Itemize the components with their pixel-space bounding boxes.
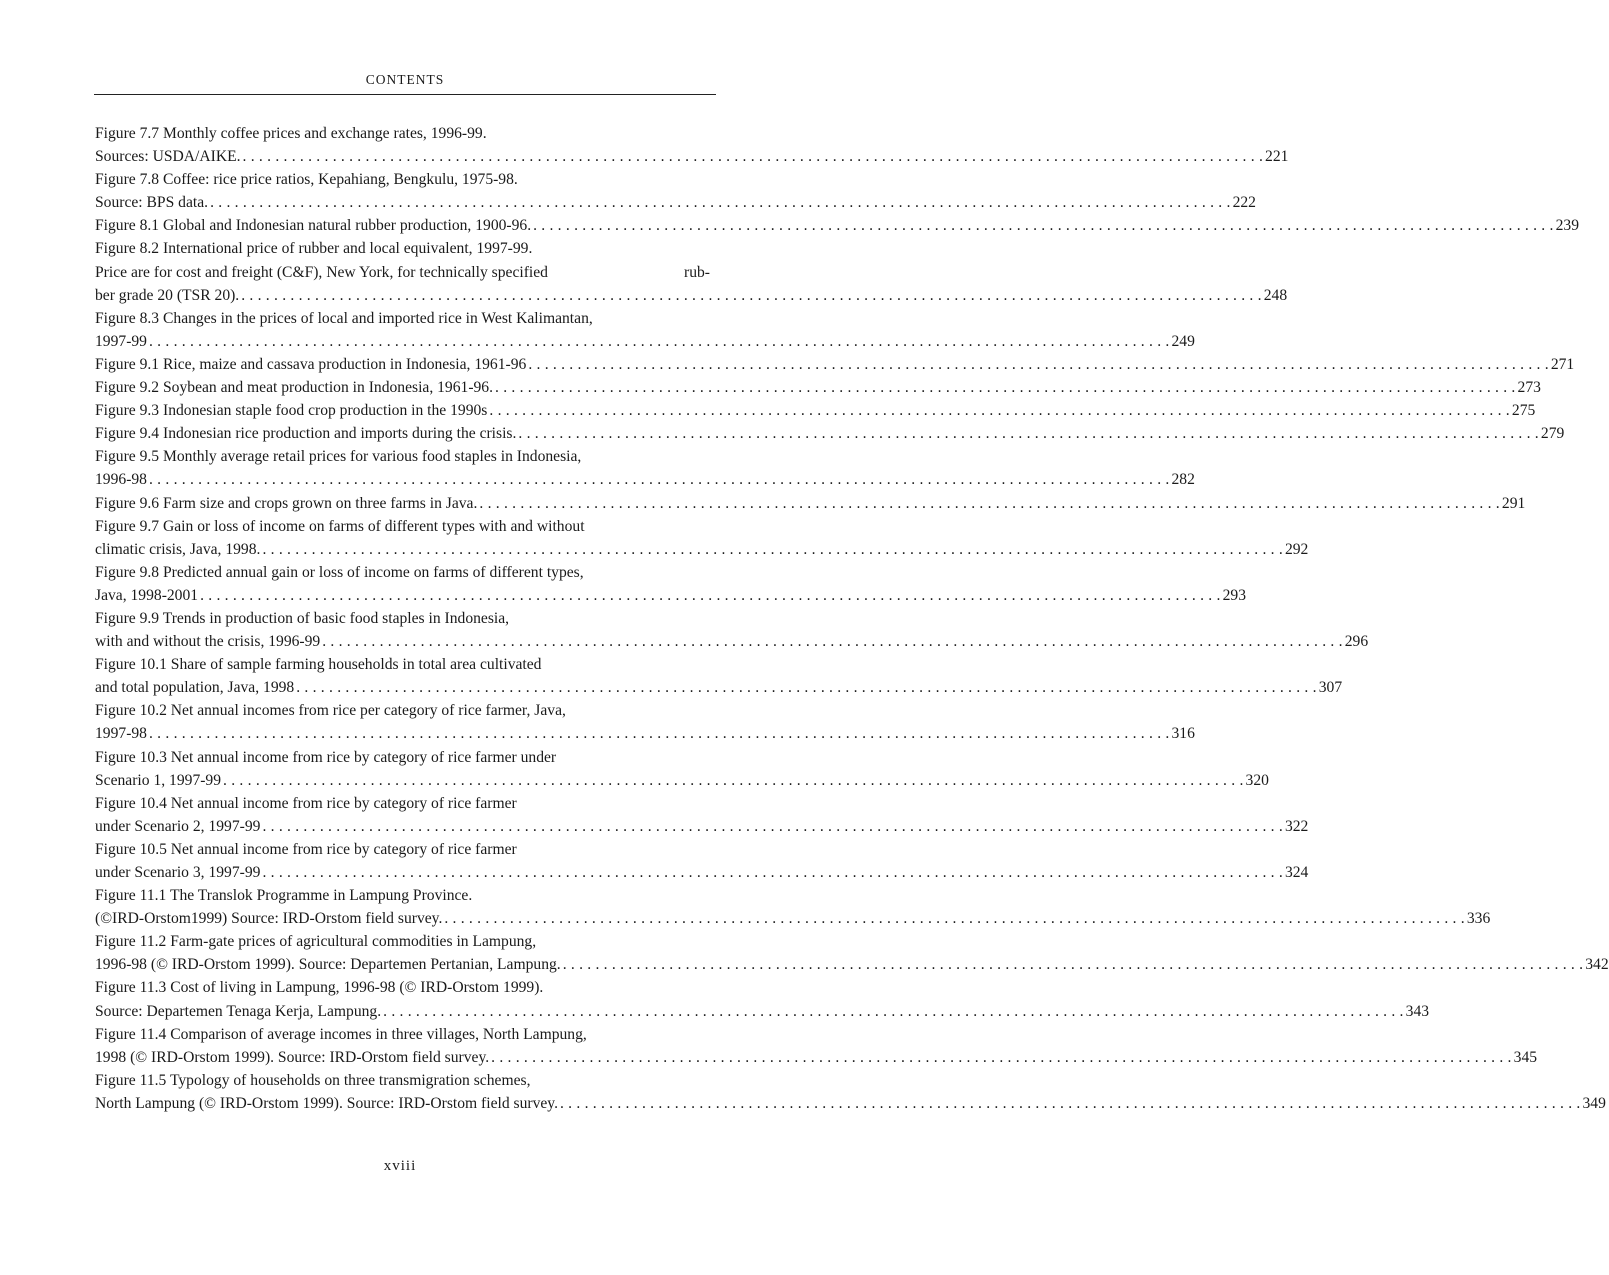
page-ref[interactable]: 292: [1284, 540, 1309, 558]
dot-leader: [262, 861, 1283, 884]
entry-hyphen-fragment: rub-: [684, 263, 710, 281]
entry-leader-line: [95, 191, 1256, 214]
dot-leader: [518, 422, 1539, 445]
entry-text: ber grade 20 (TSR 20).: [95, 286, 240, 304]
entry-text: 1997-98: [95, 725, 147, 743]
entry-leader-line: [95, 907, 1491, 930]
entry-justified-line: [95, 261, 710, 284]
entry-title-line: Figure 11.2 Farm-gate prices of agricultural commodities in Lampung,: [95, 933, 537, 951]
toc-entry[interactable]: [95, 699, 1195, 745]
entry-leader-line: [95, 815, 1309, 838]
entry-leader-line: [95, 468, 1195, 491]
entry-text: under Scenario 3, 1997-99: [95, 864, 261, 881]
entry-text: (©IRD-Orstom1999) Source: IRD-Orstom field survey.: [95, 910, 443, 928]
entry-title-line: Figure 8.2 International price of rubber and local equivalent, 1997-99.: [95, 240, 533, 258]
dot-leader: [495, 376, 1516, 399]
dot-leader: [322, 630, 1343, 653]
entry-leader-line: [95, 376, 1541, 399]
page-ref[interactable]: 275: [1511, 402, 1536, 420]
entry-text: Source: Departemen Tenaga Kerja, Lampung.: [95, 1002, 382, 1020]
toc-entry[interactable]: [95, 607, 1369, 653]
page-ref[interactable]: 271: [1550, 355, 1575, 373]
toc-entry[interactable]: [95, 746, 1269, 792]
page-ref[interactable]: 221: [1265, 148, 1289, 166]
entry-text: Sources: USDA/AIKE.: [95, 148, 241, 166]
entry-leader-line: [95, 1046, 1538, 1069]
entry-text: 1998 (© IRD-Orstom 1999). Source: IRD-Orstom field survey.: [95, 1048, 490, 1066]
dot-leader: [262, 815, 1283, 838]
entry-text: climatic crisis, Java, 1998.: [95, 540, 261, 558]
entry-leader-line: [95, 953, 1609, 976]
dot-leader: [563, 953, 1584, 976]
dot-leader: [479, 492, 1500, 515]
page-ref[interactable]: 273: [1517, 379, 1541, 397]
page-ref[interactable]: 336: [1466, 910, 1491, 928]
page-ref[interactable]: 291: [1501, 494, 1526, 512]
entry-leader-line: [95, 630, 1369, 653]
entry-leader-line: [95, 676, 1343, 699]
entry-leader-line: [95, 538, 1309, 561]
running-head: CONTENTS: [365, 72, 445, 87]
page-ref[interactable]: 293: [1222, 586, 1246, 604]
entry-text: North Lampung (© IRD-Orstom 1999). Source: IRD-Orstom field survey.: [95, 1094, 558, 1112]
dot-leader: [200, 584, 1221, 607]
page-ref[interactable]: 324: [1284, 864, 1309, 881]
page-ref[interactable]: 320: [1245, 771, 1269, 789]
entry-title-line: Figure 10.4 Net annual income from rice by category of rice farmer: [95, 794, 517, 812]
entry-text: Source: BPS data.: [95, 194, 209, 212]
page-number: xviii: [383, 1158, 417, 1174]
entry-text: Figure 8.1 Global and Indonesian natural rubber production, 1900-96.: [95, 217, 532, 235]
entry-leader-line: [95, 145, 1289, 168]
entry-text: Figure 9.3 Indonesian staple food crop production in the 1990s: [95, 402, 488, 420]
entry-title-line: Figure 8.3 Changes in the prices of local and imported rice in West Kalimantan,: [95, 309, 593, 327]
entry-line-text: Price are for cost and freight (C&F), New York, for technically specified: [95, 263, 548, 281]
toc-entry[interactable]: [95, 792, 1309, 838]
entry-text: Scenario 1, 1997-99: [95, 771, 222, 789]
entry-text: with and without the crisis, 1996-99: [95, 633, 321, 651]
toc-entry[interactable]: [95, 214, 1579, 237]
entry-title-line: Figure 11.5 Typology of households on three transmigration schemes,: [95, 1071, 531, 1089]
entry-leader-line: [95, 399, 1536, 422]
entry-text: Figure 9.2 Soybean and meat production in Indonesia, 1961-96.: [95, 379, 493, 397]
entry-text: Figure 9.4 Indonesian rice production and imports during the crisis.: [95, 425, 517, 443]
toc-entry[interactable]: [95, 122, 1289, 168]
toc-entry[interactable]: [95, 561, 1246, 607]
entry-text: Figure 9.6 Farm size and crops grown on three farms in Java.: [95, 494, 478, 512]
dot-leader: [533, 214, 1554, 237]
toc-entry[interactable]: [95, 653, 1343, 699]
dot-leader: [149, 722, 1170, 745]
toc-entry[interactable]: [95, 445, 1195, 491]
toc-entry[interactable]: [95, 399, 1536, 422]
list-of-figures: [95, 122, 1609, 1115]
page-ref[interactable]: 316: [1171, 725, 1195, 743]
page-ref[interactable]: 296: [1344, 633, 1369, 651]
toc-entry[interactable]: [95, 353, 1575, 376]
entry-title-line: Figure 11.1 The Translok Programme in Lampung Province.: [95, 887, 473, 905]
toc-entry[interactable]: [95, 515, 1309, 561]
toc-entry[interactable]: [95, 838, 1309, 884]
entry-leader-line: [95, 722, 1195, 745]
page-ref[interactable]: 342: [1585, 956, 1609, 974]
toc-entry[interactable]: [95, 492, 1526, 515]
toc-entry[interactable]: [95, 237, 1288, 306]
dot-leader: [528, 353, 1549, 376]
page-ref[interactable]: 248: [1263, 286, 1288, 304]
entry-text: under Scenario 2, 1997-99: [95, 817, 261, 835]
toc-entry[interactable]: [95, 376, 1541, 399]
toc-entry[interactable]: [95, 1069, 1606, 1115]
entry-text: and total population, Java, 1998: [95, 679, 295, 697]
dot-leader: [241, 284, 1262, 307]
entry-text: Figure 9.1 Rice, maize and cassava production in Indonesia, 1961-96: [95, 355, 527, 373]
page-ref[interactable]: 279: [1540, 425, 1565, 443]
entry-leader-line: [95, 861, 1309, 884]
page-ref[interactable]: 282: [1171, 471, 1195, 489]
entry-leader-line: [95, 769, 1269, 792]
dot-leader: [243, 145, 1264, 168]
toc-entry[interactable]: [95, 930, 1609, 976]
dot-leader: [210, 191, 1231, 214]
entry-text: 1996-98: [95, 471, 147, 489]
page-ref[interactable]: 345: [1513, 1048, 1538, 1066]
dot-leader: [262, 538, 1283, 561]
toc-entry[interactable]: [95, 976, 1430, 1022]
entry-title-line: Figure 7.7 Monthly coffee prices and exchange rates, 1996-99.: [95, 125, 487, 142]
entry-title-line: Figure 9.5 Monthly average retail prices for various food staples in Indonesia,: [95, 448, 582, 466]
entry-text: 1997-99: [95, 332, 147, 350]
entry-leader-line: [95, 1000, 1430, 1023]
entry-leader-line: [95, 214, 1579, 237]
page-ref[interactable]: 343: [1405, 1002, 1430, 1020]
entry-leader-line: [95, 422, 1565, 445]
entry-text: Java, 1998-2001: [95, 586, 199, 604]
page-ref[interactable]: 322: [1284, 817, 1309, 835]
dot-leader: [489, 399, 1510, 422]
dot-leader: [149, 330, 1170, 353]
dot-leader: [560, 1092, 1581, 1115]
entry-title-line: Figure 7.8 Coffee: rice price ratios, Kepahiang, Bengkulu, 1975-98.: [95, 171, 518, 189]
toc-entry[interactable]: [95, 307, 1195, 353]
toc-entry[interactable]: [95, 884, 1491, 930]
dot-leader: [491, 1046, 1512, 1069]
entry-title-line: Figure 9.8 Predicted annual gain or loss of income on farms of different types,: [95, 563, 584, 581]
toc-entry[interactable]: [95, 1023, 1538, 1069]
toc-entry[interactable]: [95, 422, 1565, 445]
entry-title-line: Figure 10.1 Share of sample farming households in total area cultivated: [95, 656, 542, 674]
dot-leader: [383, 1000, 1404, 1023]
page-ref[interactable]: 249: [1171, 332, 1195, 350]
entry-leader-line: [95, 584, 1246, 607]
dot-leader: [149, 468, 1170, 491]
dot-leader: [223, 769, 1244, 792]
entry-title-line: Figure 11.4 Comparison of average incomes in three villages, North Lampung,: [95, 1025, 587, 1043]
entry-text: 1996-98 (© IRD-Orstom 1999). Source: Departemen Pertanian, Lampung.: [95, 956, 561, 974]
entry-leader-line: [95, 353, 1575, 376]
entry-title-line: Figure 10.2 Net annual incomes from rice per category of rice farmer, Java,: [95, 702, 566, 720]
entry-leader-line: [95, 492, 1526, 515]
entry-title-line: Figure 10.3 Net annual income from rice by category of rice farmer under: [95, 748, 557, 766]
page-ref[interactable]: 239: [1555, 217, 1579, 235]
toc-entry[interactable]: [95, 168, 1256, 214]
dot-leader: [444, 907, 1465, 930]
entry-title-line: Figure 9.7 Gain or loss of income on farms of different types with and without: [95, 517, 585, 535]
page-ref[interactable]: 222: [1232, 194, 1256, 212]
entry-title-line: Figure 11.3 Cost of living in Lampung, 1996-98 (© IRD-Orstom 1999).: [95, 979, 544, 997]
page-ref[interactable]: 307: [1318, 679, 1343, 697]
entry-title-line: Figure 9.9 Trends in production of basic food staples in Indonesia,: [95, 609, 510, 627]
entry-leader-line: [95, 1092, 1606, 1115]
dot-leader: [296, 676, 1317, 699]
entry-title-line: Figure 10.5 Net annual income from rice by category of rice farmer: [95, 840, 517, 858]
header-rule: [94, 94, 716, 95]
entry-leader-line: [95, 284, 1288, 307]
page-ref[interactable]: 349: [1582, 1094, 1606, 1112]
entry-leader-line: [95, 330, 1195, 353]
